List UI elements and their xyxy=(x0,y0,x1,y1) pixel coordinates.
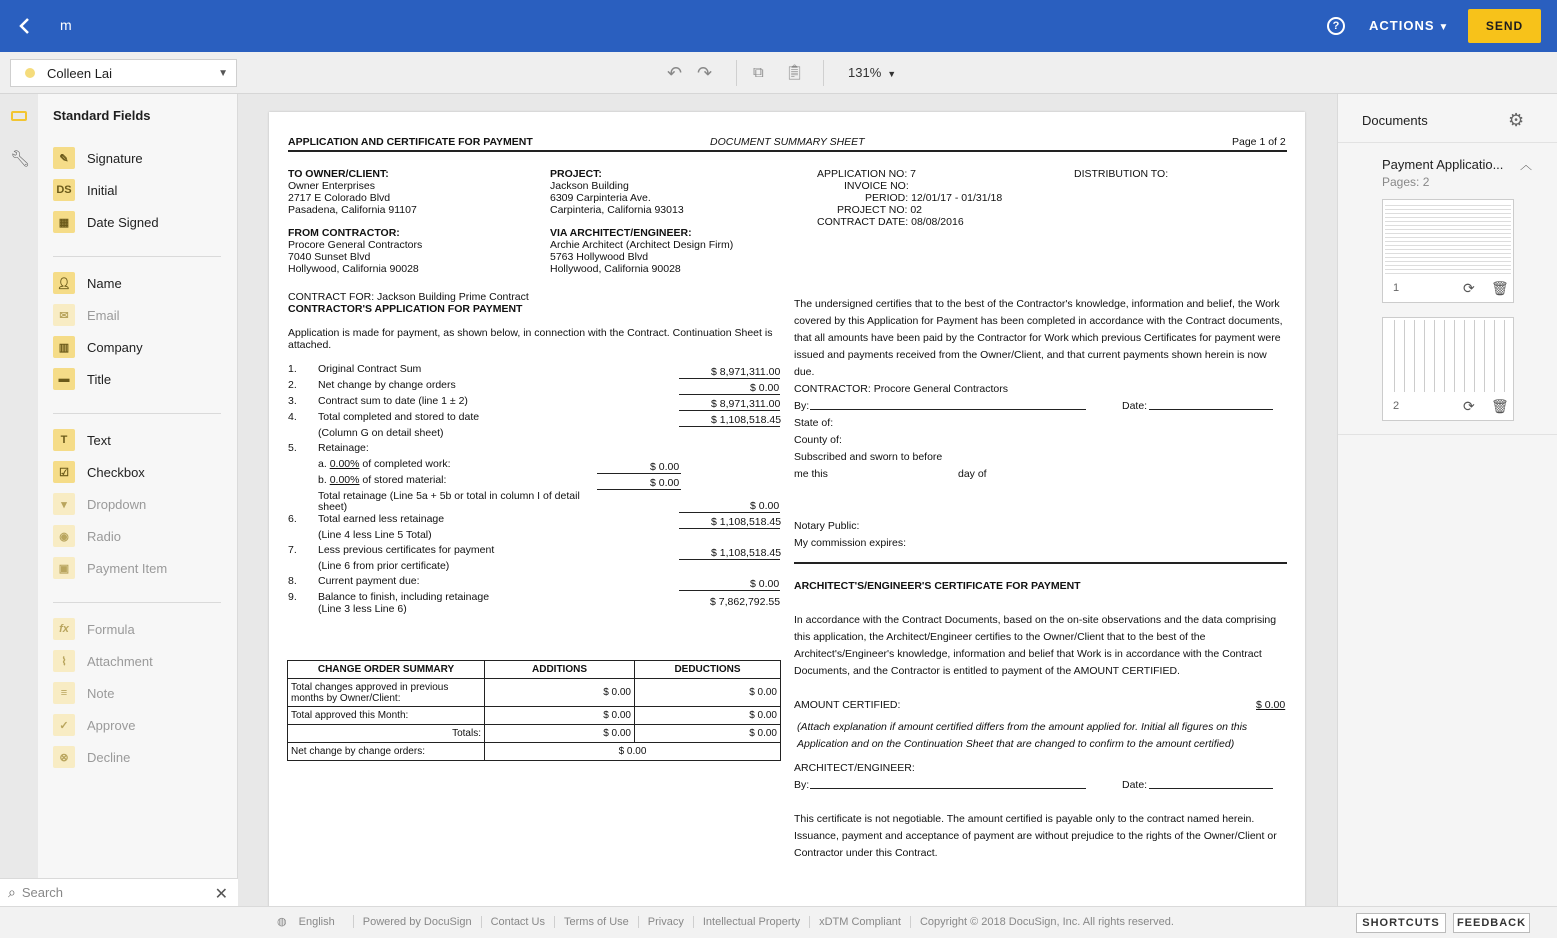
field-title[interactable] xyxy=(53,368,111,390)
retainage-b-prefix: b. xyxy=(318,474,330,486)
search-placeholder: Search xyxy=(21,885,64,900)
cert-line: The undersigned certifies that to the best of the Contractor's knowledge, information and belief, the Work xyxy=(794,298,1280,310)
footer-link[interactable]: Powered by DocuSign xyxy=(354,916,482,928)
fields-panel xyxy=(38,94,238,878)
via-line: Archie Architect (Architect Design Firm) xyxy=(550,239,734,251)
field-initial[interactable] xyxy=(53,179,117,201)
table-cell: $ 0.00 xyxy=(485,725,635,743)
table-row xyxy=(288,725,781,743)
app-no: APPLICATION NO: 7 xyxy=(817,168,916,180)
line-num: 5. xyxy=(288,442,297,454)
arch-line: In accordance with the Contract Documents, based on the on-site observations and the data comprising xyxy=(794,614,1277,626)
line-label: Less previous certificates for payment xyxy=(318,544,495,556)
cert-line: due. xyxy=(794,366,815,378)
distribution: DISTRIBUTION TO: xyxy=(1074,168,1169,180)
rule xyxy=(679,426,780,427)
table-cell: $ 0.00 xyxy=(485,679,635,707)
rule xyxy=(597,473,681,474)
cert-line: issued and payments received from the Owner/Client, and that current payments shown herein is now xyxy=(794,349,1267,361)
arch-line: this application, the Architect/Engineer certifies to the Owner/Client that to the best of the xyxy=(794,631,1206,643)
line-value: $ 0.00 xyxy=(750,382,780,394)
field-label: Radio xyxy=(87,528,121,544)
project-line: Carpinteria, California 93013 xyxy=(550,204,684,216)
table-cell: Net change by change orders: xyxy=(288,743,485,761)
doc-summary: DOCUMENT SUMMARY SHEET xyxy=(710,136,865,148)
line-label: Current payment due: xyxy=(318,575,420,587)
via-line: 5763 Hollywood Blvd xyxy=(550,251,649,263)
top-bar xyxy=(0,0,1557,52)
app-intro: attached. xyxy=(288,339,332,351)
field-label: Approve xyxy=(87,717,136,733)
app-title: CONTRACTOR'S APPLICATION FOR PAYMENT xyxy=(288,303,523,315)
table-cell: Total approved this Month: xyxy=(288,707,485,725)
radio-icon: ◉ xyxy=(53,525,75,547)
undo-icon[interactable]: ↶ xyxy=(667,63,683,83)
checkbox-icon: ☑ xyxy=(53,461,75,483)
line-label: Contract sum to date (line 1 ± 2) xyxy=(318,395,468,407)
table-row xyxy=(288,743,781,761)
footer-link[interactable]: Intellectual Property xyxy=(694,916,810,928)
field-formula[interactable] xyxy=(53,618,135,640)
footer-link[interactable]: Terms of Use xyxy=(555,916,639,928)
field-decline[interactable] xyxy=(53,746,130,768)
field-note[interactable] xyxy=(53,682,114,704)
line-num: 3. xyxy=(288,395,297,407)
doc-page: Page 1 of 2 xyxy=(1232,136,1286,148)
line-value: $ 8,971,311.00 xyxy=(711,366,781,378)
table-header: DEDUCTIONS xyxy=(635,661,781,679)
neg-line: This certificate is not negotiable. The amount certified is payable only to the contract named herein. xyxy=(794,813,1255,825)
rule xyxy=(597,489,681,490)
line-num: 1. xyxy=(288,363,297,375)
envelope-title[interactable]: m xyxy=(60,17,72,33)
owner-heading: TO OWNER/CLIENT: xyxy=(288,168,389,180)
shortcuts-button[interactable]: SHORTCUTS xyxy=(1356,913,1446,933)
fields-divider xyxy=(53,602,221,603)
briefcase-icon: ▬ xyxy=(53,368,75,390)
field-label: Initial xyxy=(87,182,118,198)
cert-line: covered by this Application for Payment has been completed in accordance with the Contract documents, xyxy=(794,315,1283,327)
field-label: Email xyxy=(87,307,120,323)
standard-fields-tab-icon[interactable] xyxy=(11,111,27,121)
field-label: Text xyxy=(87,432,111,448)
line-value: $ 7,862,792.55 xyxy=(710,596,781,608)
period: PERIOD: 12/01/17 - 01/31/18 xyxy=(865,192,1003,204)
commission: My commission expires: xyxy=(794,537,907,549)
field-dropdown[interactable] xyxy=(53,493,146,515)
rotate-icon[interactable]: ⟳ xyxy=(1463,398,1475,414)
from-heading: FROM CONTRACTOR: xyxy=(288,227,400,239)
contract-for: CONTRACT FOR: Jackson Building Prime Contract xyxy=(288,291,529,303)
toolbar-divider xyxy=(736,60,737,86)
table-cell: $ 0.00 xyxy=(485,743,781,761)
signature-line xyxy=(810,409,1086,410)
calendar-icon: ▦ xyxy=(53,211,75,233)
field-company[interactable] xyxy=(53,336,143,358)
rule xyxy=(679,590,780,591)
recipient-select[interactable] xyxy=(10,59,237,87)
table-cell: $ 0.00 xyxy=(635,679,781,707)
note-icon: ≡ xyxy=(53,682,75,704)
gear-icon[interactable]: ⚙ xyxy=(1508,110,1525,130)
caret-down-icon: ▼ xyxy=(1438,22,1450,33)
field-text[interactable] xyxy=(53,429,111,451)
table-cell: Totals: xyxy=(288,725,485,743)
page-count: Pages: 2 xyxy=(1382,175,1430,189)
line-label: Retainage: xyxy=(318,442,369,454)
line-sub: (Line 6 from prior certificate) xyxy=(318,560,450,572)
footer-link[interactable]: xDTM Compliant xyxy=(810,916,911,928)
line-num: 7. xyxy=(288,544,297,556)
table-cell: $ 0.00 xyxy=(635,707,781,725)
attach-line: Application and on the Continuation Sheet that are changed to confirm to the amount certified) xyxy=(797,738,1235,750)
rotate-icon[interactable]: ⟳ xyxy=(1463,280,1475,296)
amount-certified: AMOUNT CERTIFIED: xyxy=(794,699,901,711)
retainage-b-suffix: of stored material: xyxy=(359,474,447,486)
back-button[interactable] xyxy=(14,14,34,38)
decline-icon: ⊗ xyxy=(53,746,75,768)
field-label: Dropdown xyxy=(87,496,147,512)
line-label: Original Contract Sum xyxy=(318,363,422,375)
rule xyxy=(679,559,780,560)
zoom-select[interactable] xyxy=(848,65,896,80)
field-checkbox[interactable] xyxy=(53,461,145,483)
rule xyxy=(679,394,780,395)
line-value: $ 8,971,311.00 xyxy=(711,398,781,410)
arch-line: Architect's/Engineer's knowledge, information and belief that Work is in accordance with the Contract xyxy=(794,648,1262,660)
field-name[interactable] xyxy=(53,272,122,294)
rule xyxy=(679,528,780,529)
approve-icon: ✓ xyxy=(53,714,75,736)
state: State of: xyxy=(794,417,834,429)
page-number: 2 xyxy=(1393,400,1400,412)
retainage-a xyxy=(318,458,451,470)
field-label: Name xyxy=(87,275,122,291)
table-row xyxy=(288,707,781,725)
field-label: Decline xyxy=(87,749,131,765)
footer-link[interactable]: Privacy xyxy=(639,916,694,928)
caret-down-icon: ▼ xyxy=(887,69,897,79)
doc-title: APPLICATION AND CERTIFICATE FOR PAYMENT xyxy=(288,136,533,148)
retainage-b-percent: 0.00% xyxy=(329,474,360,486)
fields-divider xyxy=(53,413,221,414)
field-payment-item[interactable] xyxy=(53,557,167,579)
county: County of: xyxy=(794,434,842,446)
page-thumbnail[interactable] xyxy=(1382,317,1514,421)
retainage-a-percent: 0.00% xyxy=(329,458,360,470)
contract-date: CONTRACT DATE: 08/08/2016 xyxy=(817,216,964,228)
line-num: 8. xyxy=(288,575,297,587)
line-sub: (Column G on detail sheet) xyxy=(318,427,444,439)
line-label: Balance to finish, including retainage xyxy=(318,591,490,603)
line-num: 6. xyxy=(288,513,297,525)
recipient-color-dot xyxy=(25,68,35,78)
day-of: day of xyxy=(958,468,987,480)
from-line: 7040 Sunset Blvd xyxy=(288,251,371,263)
total-retainage-value: $ 0.00 xyxy=(750,500,780,512)
by-label: By: xyxy=(794,779,810,791)
divider xyxy=(1338,434,1557,435)
text-icon: T xyxy=(53,429,75,451)
documents-panel xyxy=(1337,94,1557,906)
document-canvas xyxy=(238,94,1337,906)
change-order-summary-table xyxy=(287,660,781,761)
payment-icon: ▣ xyxy=(53,557,75,579)
owner-line: Owner Enterprises xyxy=(288,180,375,192)
thumbnail-image xyxy=(1385,202,1511,274)
retainage-b-value: $ 0.00 xyxy=(650,477,680,489)
footer-links xyxy=(268,915,1183,928)
notary: Notary Public: xyxy=(794,520,860,532)
feedback-button[interactable]: FEEDBACK xyxy=(1453,913,1530,933)
arch-title: ARCHITECT'S/ENGINEER'S CERTIFICATE FOR PAYMENT xyxy=(794,580,1081,592)
caret-down-icon: ▼ xyxy=(218,68,228,79)
table-header-row xyxy=(288,661,781,679)
date-line xyxy=(1149,409,1273,410)
page-thumbnail[interactable] xyxy=(1382,199,1514,303)
field-label: Formula xyxy=(87,621,135,637)
invoice-no: INVOICE NO: xyxy=(844,180,909,192)
send-button[interactable]: SEND xyxy=(1468,9,1541,43)
trash-icon[interactable]: 🗑︎ xyxy=(1491,280,1509,296)
toolbar xyxy=(0,52,1557,94)
field-signature[interactable] xyxy=(53,147,143,169)
field-date-signed[interactable] xyxy=(53,211,159,233)
table-header: CHANGE ORDER SUMMARY xyxy=(288,661,485,679)
field-approve[interactable] xyxy=(53,714,135,736)
owner-line: Pasadena, California 91107 xyxy=(288,204,417,216)
toolbar-divider xyxy=(823,60,824,86)
retainage-a-value: $ 0.00 xyxy=(650,461,680,473)
custom-fields-wrench-icon[interactable]: 🔧︎ xyxy=(10,151,31,168)
fields-divider xyxy=(53,256,221,257)
via-heading: VIA ARCHITECT/ENGINEER: xyxy=(550,227,692,239)
line-value: $ 1,108,518.45 xyxy=(711,547,782,559)
fields-panel-title: Standard Fields xyxy=(53,108,151,123)
total-retainage: sheet) xyxy=(318,501,348,513)
footer xyxy=(0,906,1557,938)
chevron-up-icon[interactable]: ︿ xyxy=(1520,158,1533,172)
date-label: Date: xyxy=(1122,779,1148,791)
actions-label: ACTIONS xyxy=(1369,18,1435,33)
copy-icon[interactable]: ⧉ xyxy=(753,64,764,81)
field-label: Note xyxy=(87,685,115,701)
left-rail xyxy=(0,94,38,878)
field-label: Date Signed xyxy=(87,214,159,230)
document-page[interactable] xyxy=(269,112,1305,906)
arch-eng: ARCHITECT/ENGINEER: xyxy=(794,762,915,774)
neg-line: Issuance, payment and acceptance of payment are without prejudice to the rights of the Owner/Client or xyxy=(794,830,1277,842)
actions-menu[interactable] xyxy=(1369,18,1449,33)
me-this: me this xyxy=(794,468,828,480)
field-email[interactable] xyxy=(53,304,120,326)
help-icon[interactable]: ? xyxy=(1327,17,1345,35)
sworn: Subscribed and sworn to before xyxy=(794,451,943,463)
cert-line: that all amounts have been paid by the Contractor for Work which previous Certificates for payment were xyxy=(794,332,1281,344)
contractor: CONTRACTOR: Procore General Contractors xyxy=(794,383,1008,395)
person-icon: 👤︎ xyxy=(53,272,75,294)
field-radio[interactable] xyxy=(53,525,121,547)
building-icon: ▥ xyxy=(53,336,75,358)
table-cell: $ 0.00 xyxy=(635,725,781,743)
field-attachment[interactable] xyxy=(53,650,153,672)
dropdown-icon: ▾ xyxy=(53,493,75,515)
via-line: Hollywood, California 90028 xyxy=(550,263,681,275)
amount-certified-value: $ 0.00 xyxy=(1256,699,1286,711)
project-line: Jackson Building xyxy=(550,180,629,192)
attach-line: (Attach explanation if amount certified differs from the amount applied for. Initial all figures on this xyxy=(797,721,1248,733)
chevron-left-icon xyxy=(18,17,30,35)
owner-line: 2717 E Colorado Blvd xyxy=(288,192,391,204)
signature-icon: ✎ xyxy=(53,147,75,169)
date-label: Date: xyxy=(1122,400,1148,412)
table-header: ADDITIONS xyxy=(485,661,635,679)
envelope-icon: ✉ xyxy=(53,304,75,326)
neg-line: Contractor under this Contract. xyxy=(794,847,938,859)
formula-icon: fx xyxy=(53,618,75,640)
rule xyxy=(679,410,780,411)
thumbnail-image xyxy=(1385,320,1511,392)
signature-line xyxy=(810,788,1086,789)
line-num: 4. xyxy=(288,411,297,423)
from-line: Hollywood, California 90028 xyxy=(288,263,419,275)
app-intro: Application is made for payment, as shown below, in connection with the Contract. Continuation Sheet is xyxy=(288,327,773,339)
table-cell: Total changes approved in previous months by Owner/Client: xyxy=(288,679,485,707)
retainage-a-suffix: of completed work: xyxy=(359,458,451,470)
total-retainage: Total retainage (Line 5a + 5b or total in column I of detail xyxy=(318,490,580,502)
recipient-name: Colleen Lai xyxy=(47,65,113,81)
field-label: Company xyxy=(87,339,143,355)
field-search[interactable] xyxy=(0,878,238,906)
table-cell: $ 0.00 xyxy=(485,707,635,725)
documents-title: Documents xyxy=(1362,113,1428,128)
line-label: Total earned less retainage xyxy=(318,513,445,525)
language-label: English xyxy=(298,916,335,928)
field-label: Title xyxy=(87,371,112,387)
rule xyxy=(288,150,1287,152)
field-label: Attachment xyxy=(87,653,153,669)
line-sub: (Line 3 less Line 6) xyxy=(318,603,407,615)
line-value: $ 1,108,518.45 xyxy=(711,516,782,528)
paste-icon[interactable]: 📋︎ xyxy=(785,64,805,81)
line-value: $ 1,108,518.45 xyxy=(711,414,782,426)
line-num: 9. xyxy=(288,591,297,603)
date-line xyxy=(1149,788,1273,789)
rule xyxy=(679,512,780,513)
line-sub: (Line 4 less Line 5 Total) xyxy=(318,529,432,541)
divider xyxy=(1338,142,1557,143)
language-link[interactable]: ◍ English xyxy=(268,915,354,928)
arch-line: Documents, and the Contractor is entitled to payment of the AMOUNT CERTIFIED. xyxy=(794,665,1180,677)
project-no: PROJECT NO: 02 xyxy=(837,204,922,216)
paperclip-icon: ⌇ xyxy=(53,650,75,672)
from-line: Procore General Contractors xyxy=(288,239,423,251)
project-line: 6309 Carpinteria Ave. xyxy=(550,192,651,204)
trash-icon[interactable]: 🗑︎ xyxy=(1491,398,1509,414)
table-row xyxy=(288,679,781,707)
zoom-level: 131% xyxy=(848,65,882,80)
copyright: Copyright © 2018 DocuSign, Inc. All rights reserved. xyxy=(919,915,1174,928)
field-label: Checkbox xyxy=(87,464,145,480)
retainage-b xyxy=(318,474,446,486)
by-label: By: xyxy=(794,400,810,412)
retainage-a-prefix: a. xyxy=(318,458,330,470)
line-label: Net change by change orders xyxy=(318,379,456,391)
clear-icon[interactable]: ✕ xyxy=(214,886,228,903)
field-label: Signature xyxy=(87,150,143,166)
search-icon: ⌕ xyxy=(8,884,16,900)
initial-icon: DS xyxy=(53,179,75,201)
rule xyxy=(794,562,1287,564)
line-num: 2. xyxy=(288,379,297,391)
page-number: 1 xyxy=(1393,282,1400,294)
line-value: $ 0.00 xyxy=(750,578,780,590)
redo-icon[interactable]: ↷ xyxy=(697,63,713,83)
footer-link[interactable]: Contact Us xyxy=(482,916,555,928)
field-label: Payment Item xyxy=(87,560,168,576)
rule xyxy=(679,378,780,379)
line-label: Total completed and stored to date xyxy=(318,411,480,423)
project-heading: PROJECT: xyxy=(550,168,602,180)
document-name[interactable]: Payment Applicatio... xyxy=(1382,157,1504,172)
